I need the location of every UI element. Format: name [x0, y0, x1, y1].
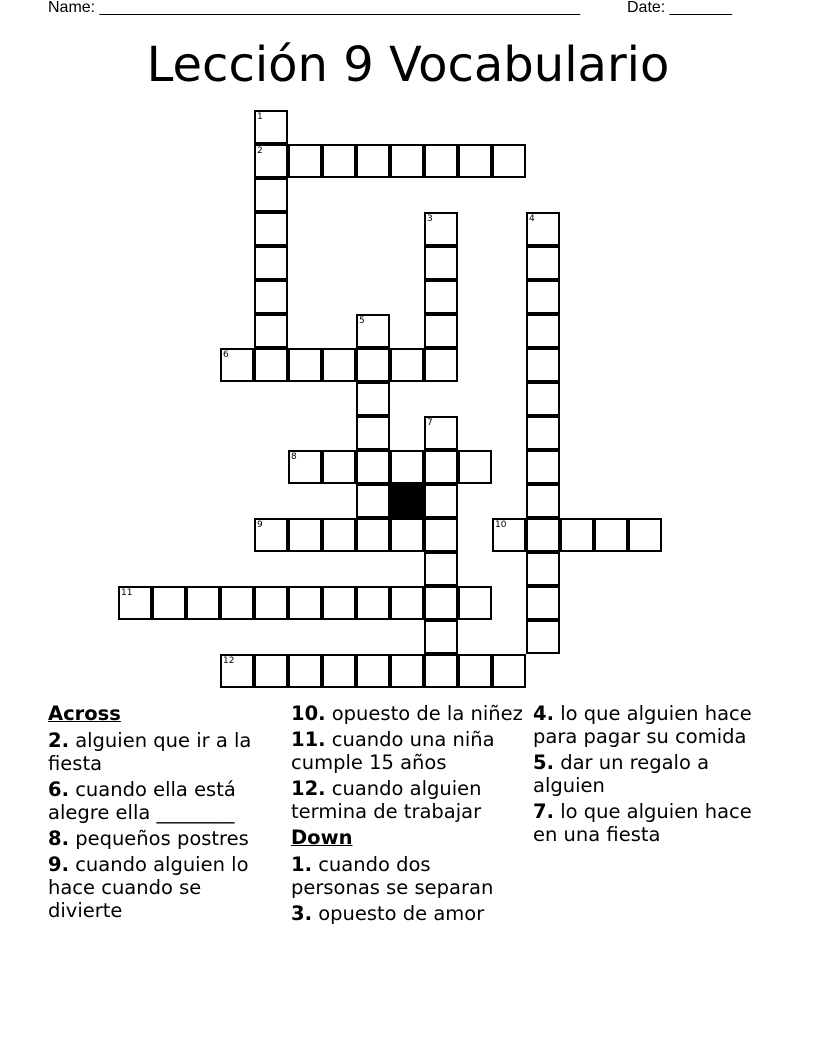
grid-cell[interactable] [254, 280, 288, 314]
grid-cell[interactable] [390, 348, 424, 382]
cell-number: 9 [257, 520, 263, 530]
clue-text: pequeños postres [75, 827, 249, 850]
grid-cell[interactable] [322, 144, 356, 178]
cell-number: 2 [257, 146, 263, 156]
grid-cell[interactable] [390, 144, 424, 178]
grid-cell[interactable] [322, 654, 356, 688]
grid-cell[interactable] [526, 416, 560, 450]
grid-cell[interactable] [424, 450, 458, 484]
grid-cell[interactable] [322, 348, 356, 382]
grid-cell[interactable] [254, 518, 288, 552]
grid-cell[interactable] [356, 484, 390, 518]
grid-cell[interactable] [526, 382, 560, 416]
grid-cell[interactable] [424, 212, 458, 246]
clue-number: 3. [291, 902, 312, 925]
date-field: Date: _______ [627, 0, 732, 16]
clue-text: cuando dos personas se separan [291, 853, 494, 899]
grid-cell[interactable] [356, 144, 390, 178]
clue-column-2 [291, 702, 523, 928]
clue-across-8 [48, 827, 280, 850]
grid-cell[interactable] [526, 280, 560, 314]
grid-cell[interactable] [322, 586, 356, 620]
grid-cell[interactable] [322, 518, 356, 552]
grid-cell[interactable] [458, 450, 492, 484]
grid-cell[interactable] [424, 144, 458, 178]
name-field: Name: ______________________________________________________ [48, 0, 581, 16]
clue-number: 5. [533, 751, 554, 774]
clue-across-11 [291, 728, 523, 774]
clue-across-9 [48, 853, 280, 922]
clue-across-10 [291, 702, 523, 725]
grid-cell[interactable] [254, 246, 288, 280]
grid-cell[interactable] [254, 348, 288, 382]
cell-number: 1 [257, 112, 263, 122]
cell-number: 7 [427, 418, 433, 428]
grid-cell[interactable] [356, 382, 390, 416]
grid-cell[interactable] [458, 654, 492, 688]
clue-column-1 [48, 702, 280, 925]
clue-text: cuando alguien termina de trabajar [291, 777, 482, 823]
grid-cell[interactable] [288, 586, 322, 620]
grid-cell[interactable] [458, 586, 492, 620]
grid-cell[interactable] [220, 654, 254, 688]
grid-cell[interactable] [424, 280, 458, 314]
grid-cell[interactable] [424, 654, 458, 688]
grid-cell[interactable] [254, 144, 288, 178]
grid-cell[interactable] [254, 654, 288, 688]
clue-text: dar un regalo a alguien [533, 751, 710, 797]
grid-cell[interactable] [152, 586, 186, 620]
page-title: Lección 9 Vocabulario [146, 37, 670, 93]
grid-cell[interactable] [356, 314, 390, 348]
grid-cell[interactable] [288, 654, 322, 688]
grid-cell[interactable] [390, 518, 424, 552]
clue-down-7 [533, 800, 765, 846]
grid-cell[interactable] [254, 178, 288, 212]
clue-down-5 [533, 751, 765, 797]
grid-cell[interactable] [492, 654, 526, 688]
clue-text: lo que alguien hace en una fiesta [533, 800, 752, 846]
clue-down-3 [291, 902, 523, 925]
grid-cell[interactable] [424, 518, 458, 552]
clue-text: opuesto de la niñez [331, 702, 523, 725]
grid-cell[interactable] [254, 314, 288, 348]
clue-text: alguien que ir a la fiesta [48, 729, 252, 775]
grid-cell[interactable] [458, 144, 492, 178]
grid-cell[interactable] [322, 450, 356, 484]
cell-number: 12 [223, 656, 235, 666]
clue-number: 4. [533, 702, 554, 725]
grid-cell[interactable] [390, 450, 424, 484]
cell-number: 10 [495, 520, 507, 530]
clue-number: 12. [291, 777, 326, 800]
grid-cell[interactable] [254, 586, 288, 620]
grid-cell[interactable] [526, 518, 560, 552]
clue-number: 1. [291, 853, 312, 876]
grid-cell[interactable] [526, 484, 560, 518]
grid-cell[interactable] [526, 552, 560, 586]
cell-number: 6 [223, 350, 229, 360]
clue-number: 6. [48, 778, 69, 801]
grid-cell[interactable] [424, 552, 458, 586]
clue-across-12 [291, 777, 523, 823]
clue-across-2 [48, 729, 280, 775]
grid-cell[interactable] [390, 586, 424, 620]
grid-cell[interactable] [526, 314, 560, 348]
clue-across-6 [48, 778, 280, 824]
grid-cell[interactable] [424, 620, 458, 654]
clue-number: 7. [533, 800, 554, 823]
grid-cell[interactable] [186, 586, 220, 620]
grid-cell[interactable] [254, 212, 288, 246]
grid-cell[interactable] [492, 518, 526, 552]
grid-cell[interactable] [356, 348, 390, 382]
clue-down-1 [291, 853, 523, 899]
grid-cell[interactable] [288, 348, 322, 382]
grid-cell[interactable] [526, 212, 560, 246]
clue-number: 10. [291, 702, 326, 725]
grid-cell[interactable] [492, 144, 526, 178]
cell-number: 8 [291, 452, 297, 462]
grid-cell[interactable] [356, 654, 390, 688]
cell-number: 5 [359, 316, 365, 326]
clue-text: cuando una niña cumple 15 años [291, 728, 495, 774]
grid-cell[interactable] [356, 586, 390, 620]
grid-cell[interactable] [288, 450, 322, 484]
grid-cell[interactable] [526, 620, 560, 654]
grid-cell[interactable] [424, 484, 458, 518]
clue-text: opuesto de amor [318, 902, 485, 925]
grid-cell[interactable] [254, 110, 288, 144]
clue-text: cuando alguien lo hace cuando se divierte [48, 853, 249, 922]
grid-cell[interactable] [356, 416, 390, 450]
grid-cell[interactable] [390, 654, 424, 688]
cell-number: 4 [529, 214, 535, 224]
grid-cell[interactable] [526, 246, 560, 280]
grid-cell[interactable] [594, 518, 628, 552]
cell-number: 3 [427, 214, 433, 224]
clue-number: 11. [291, 728, 326, 751]
grid-cell[interactable] [526, 348, 560, 382]
clue-number: 2. [48, 729, 69, 752]
grid-cell[interactable] [288, 144, 322, 178]
grid-cell[interactable] [220, 586, 254, 620]
clue-down-4 [533, 702, 765, 748]
cell-number: 11 [121, 588, 133, 598]
clue-number: 9. [48, 853, 69, 876]
black-cell [390, 484, 424, 518]
grid-cell[interactable] [424, 348, 458, 382]
grid-cell[interactable] [560, 518, 594, 552]
grid-cell[interactable] [628, 518, 662, 552]
grid-cell[interactable] [424, 586, 458, 620]
clue-column-3 [533, 702, 765, 849]
grid-cell[interactable] [424, 246, 458, 280]
down-heading: Down [291, 826, 353, 849]
grid-cell[interactable] [288, 518, 322, 552]
grid-cell[interactable] [356, 450, 390, 484]
grid-cell[interactable] [424, 416, 458, 450]
clue-text: cuando ella está alegre ella ________ [48, 778, 236, 824]
grid-cell[interactable] [526, 586, 560, 620]
clue-number: 8. [48, 827, 69, 850]
across-heading: Across [48, 702, 121, 725]
grid-cell[interactable] [526, 450, 560, 484]
grid-cell[interactable] [424, 314, 458, 348]
grid-cell[interactable] [118, 586, 152, 620]
clue-text: lo que alguien hace para pagar su comida [533, 702, 752, 748]
grid-cell[interactable] [356, 518, 390, 552]
grid-cell[interactable] [220, 348, 254, 382]
